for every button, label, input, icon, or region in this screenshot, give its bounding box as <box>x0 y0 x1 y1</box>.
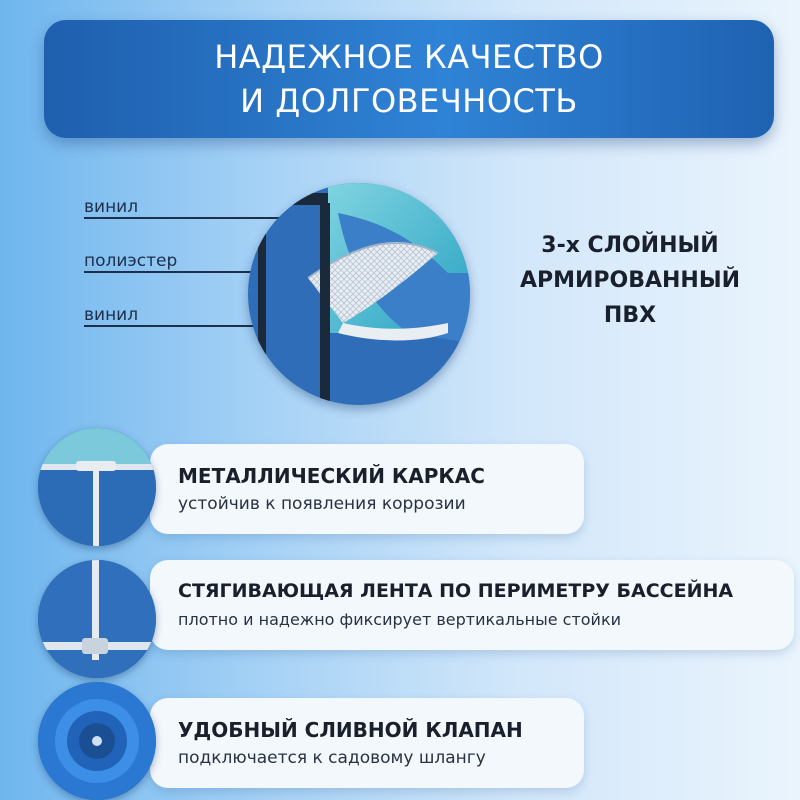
header-title-line-2: И ДОЛГОВЕЧНОСТЬ <box>240 82 578 120</box>
feature-title-frame: МЕТАЛЛИЧЕСКИЙ КАРКАС <box>178 464 485 488</box>
feature-subtitle-valve: подключается к садовому шлангу <box>178 748 486 768</box>
feature-title-valve: УДОБНЫЙ СЛИВНОЙ КЛАПАН <box>178 718 523 742</box>
feature-card-belt <box>150 560 794 650</box>
header-banner <box>44 20 774 138</box>
material-layers-image <box>248 183 470 405</box>
layers-title-line-1: 3-х СЛОЙНЫЙ <box>541 233 719 258</box>
feature-card-frame <box>150 444 584 534</box>
feature-subtitle-belt: плотно и надежно фиксирует вертикальные стойки <box>178 610 622 629</box>
layers-description <box>510 228 750 333</box>
frame-photo-icon <box>38 428 156 546</box>
feature-title-belt: СТЯГИВАЮЩАЯ ЛЕНТА ПО ПЕРИМЕТРУ БАССЕЙНА <box>178 580 734 602</box>
layers-title-line-2: АРМИРОВАННЫЙ <box>519 268 741 293</box>
layer-label-polyester: полиэстер <box>84 251 178 271</box>
feature-card-valve <box>150 698 584 788</box>
header-title-line-1: НАДЕЖНОЕ КАЧЕСТВО <box>214 38 604 76</box>
feature-subtitle-frame: устойчив к появления коррозии <box>178 494 466 514</box>
layer-label-vinyl-top: винил <box>84 197 139 217</box>
layers-title-line-3: ПВХ <box>603 303 657 328</box>
drain-valve-photo-icon <box>38 682 156 800</box>
belt-photo-icon <box>38 560 156 678</box>
layer-label-vinyl-bottom: винил <box>84 305 139 325</box>
